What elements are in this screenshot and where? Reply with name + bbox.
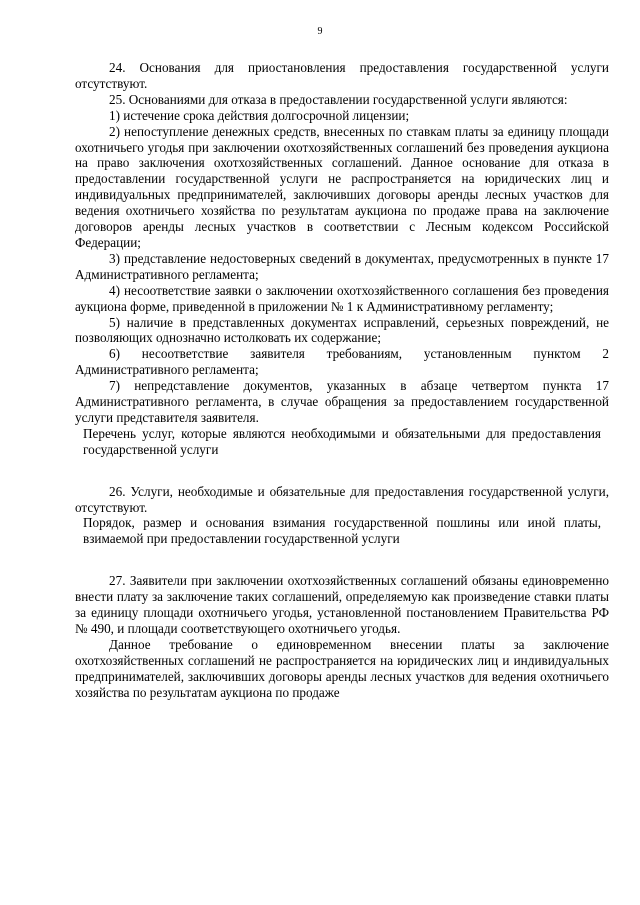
paragraph-25-item-6: 6) несоответствие заявителя требованиям, установленным пунктом 2 Административного регламента; — [75, 346, 609, 378]
paragraph-24: 24. Основания для приостановления предоставления государственной услуги отсутствуют. — [75, 60, 609, 91]
paragraph-25-item-1: 1) истечение срока действия долгосрочной лицензии; — [109, 107, 410, 123]
paragraph-27: 27. Заявители при заключении охотхозяйственных соглашений обязаны единовременно внести плату за заключение таких соглашений, определяемую как произведение ставки платы за единицу площади охотничьего угодья, установленной постановлением Правительства РФ № 490, и площади соответствующего охотничьего угодья. — [75, 573, 609, 636]
paragraph-27-continued: Данное требование о единовременном внесении платы за заключение охотхозяйственных соглашений не распространяется на юридических лиц и индивидуальных предпринимателей, заключивших договоры аренды лесных участков для ведения охотничьего хозяйства по результатам аукциона по продаже — [75, 636, 609, 700]
page-number: 9 — [317, 26, 323, 37]
paragraph-25: 25. Основаниями для отказа в предоставлении государственной услуги являются: — [109, 91, 568, 107]
section-heading-fee: Порядок, размер и основания взимания государственной пошлины или иной платы, взимаемой при предоставлении государственной услуги — [83, 515, 601, 547]
paragraph-25-item-2: 2) непоступление денежных средств, внесенных по ставкам платы за единицу площади охотничьего угодья при заключении охотхозяйственных соглашений без проведения аукциона на право заключения охотхозяйственных соглашений. Данное основание для отказа в предоставлении государственной услуги не распространяется на юридических лиц и индивидуальных предпринимателей, заключивших договоры аренды лесных участков для ведения охотничьего хозяйства по результатам аукциона по продаже права на заключение договоров аренды лесных участков в соответствии с Лесным кодексом Российской Федерации; — [75, 123, 609, 250]
document-body — [75, 60, 609, 701]
paragraph-25-item-7: 7) непредставление документов, указанных в абзаце четвертом пункта 17 Административного регламента, в случае обращения за предоставлением государственной услуги представителя заявителя. — [75, 378, 609, 425]
paragraph-25-item-5: 5) наличие в представленных документах исправлений, серьезных повреждений, не позволяющих однозначно истолковать их содержание; — [75, 314, 609, 346]
paragraph-26: 26. Услуги, необходимые и обязательные для предоставления государственной услуги, отсутствуют. — [75, 483, 609, 515]
paragraph-25-item-3: 3) представление недостоверных сведений в документах, предусмотренных в пункте 17 Административного регламента; — [75, 250, 609, 282]
paragraph-25-item-4: 4) несоответствие заявки о заключении охотхозяйственного соглашения без проведения аукциона форме, приведенной в приложении № 1 к Административному регламенту; — [75, 282, 609, 314]
section-heading-services: Перечень услуг, которые являются необходимыми и обязательными для предоставления государственной услуги — [83, 425, 601, 457]
